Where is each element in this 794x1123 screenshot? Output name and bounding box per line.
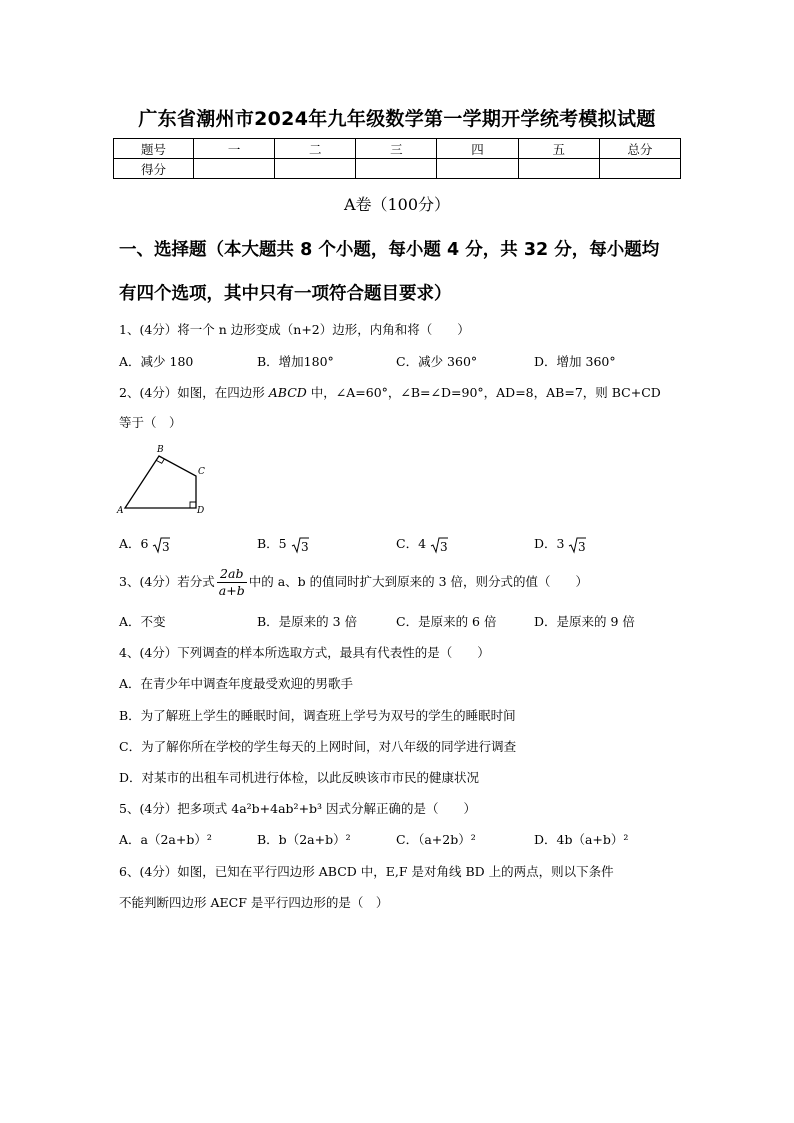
quadrilateral-abcd: [125, 456, 196, 508]
radicand: 3: [162, 539, 171, 554]
q1-option-d[interactable]: D．增加 360°: [534, 354, 616, 369]
vertex-label-b: B: [157, 445, 164, 455]
score-cell[interactable]: [518, 159, 599, 179]
score-header-cell: 五: [518, 139, 599, 159]
question-4-stem: 4、(4分）下列调查的样本所选取方式，最具有代表性的是（ ）: [119, 645, 490, 660]
question-6-stem-cont: 不能判断四边形 AECF 是平行四边形的是（ ）: [119, 895, 389, 910]
q2-stem-part: 中，∠A=60°，∠B=∠D=90°，AD=8，AB=7，则 BC+CD: [306, 385, 661, 400]
fraction-denominator: a+b: [218, 583, 245, 598]
question-3-stem: [119, 566, 588, 599]
question-2-stem: [119, 383, 661, 401]
score-cell[interactable]: [599, 159, 680, 179]
score-header-cell: 二: [275, 139, 356, 159]
q5-option-c[interactable]: C．（a+2b）²: [396, 832, 476, 847]
question-2-stem-cont: 等于（ ）: [119, 415, 182, 430]
q2-stem-part: 2、(4分）如图，在四边形: [119, 385, 269, 400]
sqrt-symbol: [152, 536, 170, 554]
q2-option-c[interactable]: [396, 534, 448, 554]
score-header-cell: 三: [356, 139, 437, 159]
q2-quad-name: ABCD: [268, 385, 307, 400]
q5-option-d[interactable]: D．4b（a+b）²: [534, 832, 629, 847]
score-header-cell: 四: [437, 139, 518, 159]
fraction: [217, 566, 247, 599]
vertex-label-a: A: [117, 506, 124, 516]
vertex-label-c: C: [198, 467, 205, 477]
section-heading: [119, 228, 689, 316]
radicand: 3: [578, 539, 587, 554]
radicand: 3: [440, 539, 448, 554]
q1-option-b[interactable]: B．增加180°: [257, 354, 334, 369]
q3-option-a[interactable]: A．不变: [119, 614, 166, 629]
q3-option-b[interactable]: B．是原来的 3 倍: [257, 614, 358, 629]
q2-option-d-label: D．3: [534, 536, 565, 551]
score-cell[interactable]: [194, 159, 275, 179]
question-1-stem: 1、(4分）将一个 n 边形变成（n+2）边形，内角和将（ ）: [119, 322, 470, 337]
volume-heading: A卷（100分）: [343, 195, 451, 214]
sqrt-symbol: [568, 536, 586, 554]
q3-stem-part: 中的 a、b 的值同时扩大到原来的 3 倍，则分式的值（ ）: [248, 574, 589, 589]
score-cell[interactable]: [437, 159, 518, 179]
score-table-header-row: [114, 139, 681, 159]
q3-option-d[interactable]: D．是原来的 9 倍: [534, 614, 635, 629]
radicand: 3: [300, 539, 309, 554]
q2-option-c-label: C．4: [396, 536, 427, 551]
score-cell[interactable]: [356, 159, 437, 179]
section-heading-line: 有四个选项，其中只有一项符合题目要求）: [119, 284, 452, 304]
q2-option-a-label: A．6: [119, 536, 149, 551]
fraction-numerator: 2ab: [217, 566, 247, 583]
q4-option-c[interactable]: C．为了解你所在学校的学生每天的上网时间，对八年级的同学进行调查: [119, 739, 517, 754]
q2-option-d[interactable]: [534, 534, 586, 554]
q2-option-b-label: B．5: [257, 536, 287, 551]
q5-option-a[interactable]: A．a（2a+b）²: [119, 832, 212, 847]
q2-option-b[interactable]: [257, 534, 309, 554]
q4-option-b[interactable]: B．为了解班上学生的睡眠时间，调查班上学号为双号的学生的睡眠时间: [119, 708, 516, 723]
q1-option-a[interactable]: A．减少 180: [119, 354, 194, 369]
question-6-stem: 6、(4分）如图，已知在平行四边形 ABCD 中，E,F 是对角线 BD 上的两点，则以下条件: [119, 864, 614, 879]
vertex-label-d: D: [197, 506, 205, 516]
score-header-cell: 题号: [114, 139, 194, 159]
q2-quadrilateral-figure: [114, 440, 214, 516]
score-table-score-row: [114, 159, 681, 179]
q4-option-a[interactable]: A．在青少年中调查年度最受欢迎的男歌手: [119, 676, 354, 691]
score-header-cell: 一: [194, 139, 275, 159]
score-cell[interactable]: [275, 159, 356, 179]
section-heading-line: 一、选择题（本大题共 8 个小题，每小题 4 分，共 32 分，每小题均: [119, 240, 660, 260]
score-header-cell: 总分: [599, 139, 680, 159]
q5-option-b[interactable]: B．b（2a+b）²: [257, 832, 351, 847]
q1-option-c[interactable]: C．减少 360°: [396, 354, 478, 369]
sqrt-symbol: [430, 536, 448, 554]
exam-title: 广东省潮州市2024年九年级数学第一学期开学统考模拟试题: [138, 108, 656, 130]
score-table: [113, 138, 681, 179]
question-5-stem: 5、(4分）把多项式 4a²b+4ab²+b³ 因式分解正确的是（ ）: [119, 801, 477, 816]
q4-option-d[interactable]: D．对某市的出租车司机进行体检，以此反映该市市民的健康状况: [119, 770, 480, 785]
q3-option-c[interactable]: C．是原来的 6 倍: [396, 614, 497, 629]
sqrt-symbol: [291, 536, 309, 554]
q2-option-a[interactable]: [119, 534, 170, 554]
q3-stem-part: 3、(4分）若分式: [119, 574, 215, 589]
right-angle-mark-d: [190, 502, 196, 508]
right-angle-mark-b: [156, 459, 164, 463]
score-row-label: 得分: [114, 159, 194, 179]
